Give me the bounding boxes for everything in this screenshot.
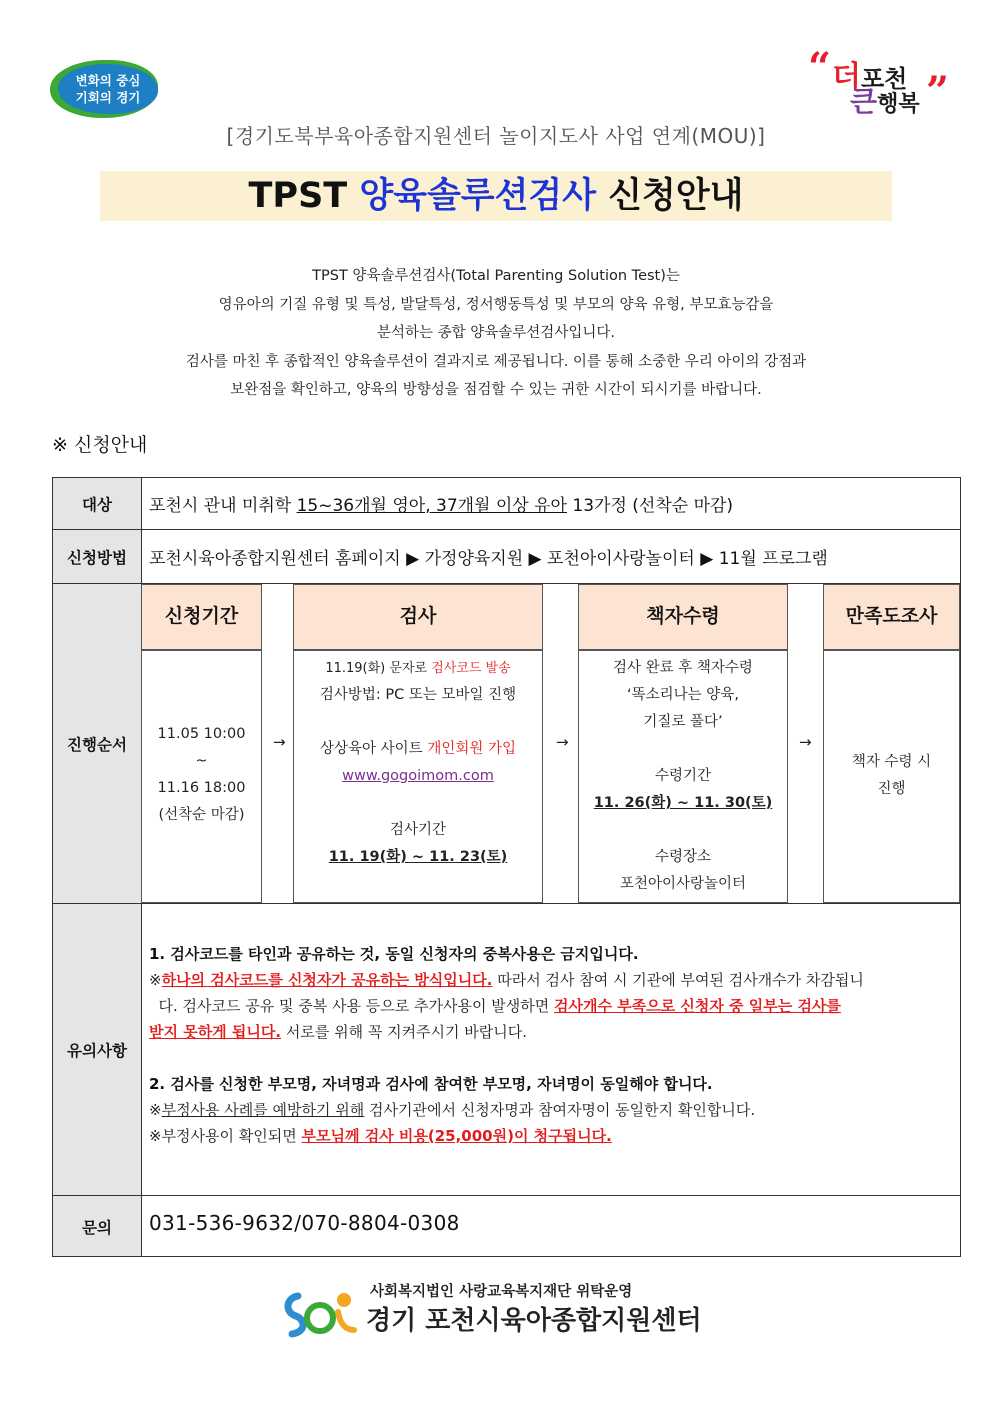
open-quote: “ <box>808 44 832 91</box>
logo-left-line2: 기회의 경기 <box>75 90 141 105</box>
intro-paragraph <box>60 262 932 405</box>
center-name: 경기 포천시육아종합지원센터 <box>366 1306 702 1336</box>
stage-test-body: 11.19(화) 문자로 검사코드 발송 검사방법: PC 또는 모바일 진행 상상육아 사이트 개인회원 가입 www.gogoimom.com 검사기간 11. 19(화) ~ 11. 23(토) <box>293 650 543 903</box>
intro-line: TPST 양육솔루션검사(Total Parenting Solution Test)는 <box>312 268 680 284</box>
slogan-char-deo: 더 <box>832 60 861 95</box>
page-title: TPST 양육솔루션검사 신청안내 <box>248 176 744 216</box>
contact-phone: 031-536-9632/070-8804-0308 <box>149 1211 460 1235</box>
gyeonggi-logo <box>50 58 162 118</box>
intro-line: 검사를 마친 후 종합적인 양육솔루션이 결과지로 제공됩니다. 이를 통해 소중한 우리 아이의 강점과 <box>185 353 807 370</box>
arrow-icon: → <box>556 733 569 751</box>
slogan-pocheon: 포천 <box>860 65 908 93</box>
method-text: 포천시육아종합지원센터 홈페이지 ▶ 가정양육지원 ▶ 포천아이사랑놀이터 ▶ 11월 프로그램 <box>149 549 828 569</box>
stage-apply-period-body: 11.05 10:00 ~ 11.16 18:00 (선착순 마감) <box>141 650 262 903</box>
page-subtitle: [경기도북부육아종합지원센터 놀이지도사 사업 연계(MOU)] <box>226 124 766 148</box>
process-label: 진행순서 <box>67 736 127 754</box>
stage-survey-head: 만족도조사 <box>823 584 960 650</box>
contact-label: 문의 <box>82 1219 112 1237</box>
target-label: 대상 <box>82 496 112 514</box>
notes-content: 1. 검사코드를 타인과 공유하는 것, 동일 신청자의 중복사용은 금지입니다. ※하나의 검사코드를 신청자가 공유하는 방식입니다. 따라서 검사 참여 시 기관에 부여된 검사개수가 차감됩니 다. 검사코드 공유 및 중복 사용 등으로 추가사용이 발생하면 검사개수 부족으로 신청자 중 일부는 검사를 받지 못하게 됩니다. 서로를 위해 꼭 지켜주시기 바랍니다. 2. 검사를 신청한 부모명, 자녀명과 검사에 참여한 부모명, 자녀명이 동일해야 합니다. ※부정사용 사례를 예방하기 위해 검사기관에서 신청자명과 참여자명이 동일한지 확인합니다. ※부정사용이 확인되면 부모님께 검사 비용(25,000원)이 청구됩니다. <box>149 945 864 1145</box>
operator-text: 사회복지법인 사랑교육복지재단 위탁운영 <box>370 1284 633 1300</box>
logo-left-line1: 변화의 중심 <box>75 73 141 88</box>
stage-test-head: 검사 <box>293 584 543 650</box>
slogan-char-keun: 큰 <box>850 85 878 118</box>
arrow-icon: → <box>799 733 812 751</box>
intro-line: 분석하는 종합 양육솔루션검사입니다. <box>377 325 615 341</box>
notes-label: 유의사항 <box>67 1042 127 1060</box>
close-quote: ” <box>926 68 950 115</box>
intro-line: 영유아의 기질 유형 및 특성, 발달특성, 정서행동특성 및 부모의 양육 유형, 부모효능감을 <box>218 296 774 313</box>
application-info-table <box>52 477 961 1257</box>
intro-line: 보완점을 확인하고, 양육의 방향성을 점검할 수 있는 귀한 시간이 되시기를 바랍니다. <box>230 382 762 398</box>
center-emblem-icon <box>280 1286 360 1342</box>
center-logo <box>280 1278 710 1348</box>
section-heading: ※ 신청안내 <box>52 434 148 456</box>
method-label: 신청방법 <box>67 549 127 567</box>
pocheon-slogan-logo <box>808 44 950 118</box>
stage-booklet-body: 검사 완료 후 책자수령 ‘똑소리나는 양육, 기질로 풀다’ 수령기간 11. 26(화) ~ 11. 30(토) 수령장소 포천아이사랑놀이터 <box>578 650 788 903</box>
target-text: 포천시 관내 미취학 15~36개월 영아, 37개월 이상 유아 13가정 (선착순 마감) <box>149 496 734 516</box>
stage-apply-period-head: 신청기간 <box>141 584 262 650</box>
label-column <box>53 478 141 1256</box>
stage-booklet-head: 책자수령 <box>578 584 788 650</box>
slogan-happiness: 행복 <box>877 92 920 117</box>
arrow-icon: → <box>273 733 286 751</box>
gogoimom-link[interactable]: www.gogoimom.com <box>342 768 494 784</box>
stage-survey-body: 책자 수령 시 진행 <box>823 650 960 903</box>
